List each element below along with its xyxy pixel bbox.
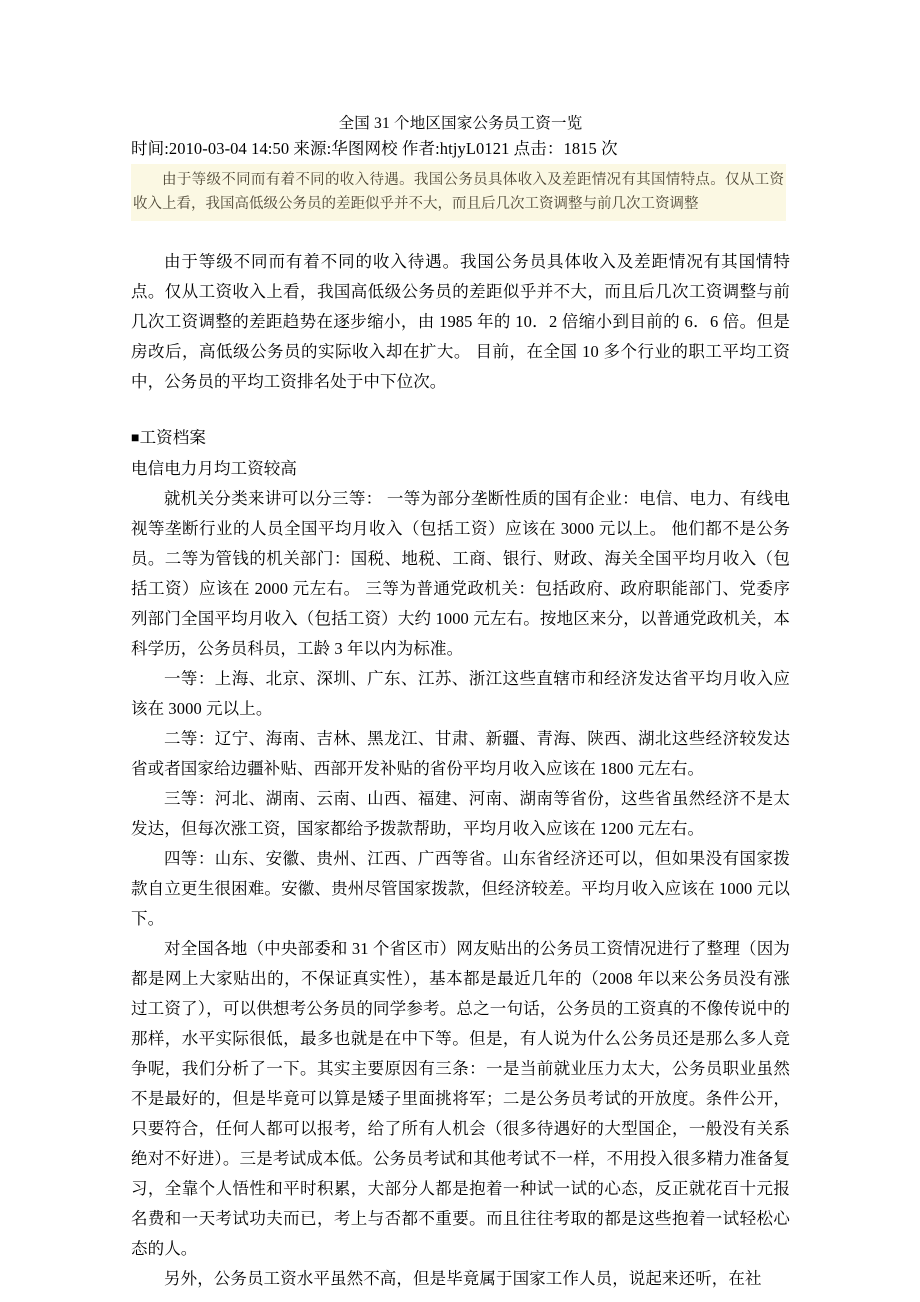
page-title: 全国 31 个地区国家公务员工资一览 [338,115,583,132]
spacer-before-section [131,397,790,423]
square-bullet-icon: ■ [131,431,140,446]
section-subheading: 电信电力月均工资较高 [131,459,297,478]
paragraph-tier-one: 一等：上海、北京、深圳、广东、江苏、浙江这些直辖市和经济发达省平均月收入应该在 3000 元以上。 [131,669,790,718]
spacer-after-highlight [131,227,790,247]
document-content [131,113,790,1294]
paragraph-tier-four: 四等：山东、安徽、贵州、江西、广西等省。山东省经济还可以，但如果没有国家拨款自立更生很困难。安徽、贵州尽管国家拨款，但经济较差。平均月收入应该在 1000 元以下。 [131,849,790,928]
intro-paragraph: 由于等级不同而有着不同的收入待遇。我国公务员具体收入及差距情况有其国情特点。仅从工资收入上看，我国高低级公务员的差距似乎并不大，而且后几次工资调整与前几次工资调整的差距趋势在逐步缩小，由 1985 年的 10．2 倍缩小到目前的 6．6 倍。但是房改后，高低级公务员的实际收入却在扩大。 目前，在全国 10 多个行业的职工平均工资中，公务员的平均工资排名处于中下位次。 [131,252,790,391]
section-heading [131,423,790,454]
section-heading-label: 工资档案 [139,428,206,447]
paragraph-classification: 就机关分类来讲可以分三等： 一等为部分垄断性质的国有企业：电信、电力、有线电视等垄断行业的人员全国平均月收入（包括工资）应该在 3000 元以上。 他们都不是公务员。二等为管钱的机关部门：国税、地税、工商、银行、财政、海关全国平均月收入（包括工资）应该在 2000 元左右。 三等为普通党政机关：包括政府、政府职能部门、党委序列部门全国平均月收入（包括工资）大约 1000 元左右。按地区来分，以普通党政机关，本科学历，公务员科员，工龄 3 年以内为标准。 [131,489,790,658]
paragraph-tier-two: 二等：辽宁、海南、吉林、黑龙江、甘肃、新疆、青海、陕西、湖北这些经济较发达省或者国家给边疆补贴、西部开发补贴的省份平均月收入应该在 1800 元左右。 [131,729,790,778]
highlighted-summary-box [131,164,786,221]
highlighted-summary-text: 由于等级不同而有着不同的收入待遇。我国公务员具体收入及差距情况有其国情特点。仅从工资收入上看，我国高低级公务员的差距似乎并不大，而且后几次工资调整与前几次工资调整 [133,172,784,212]
article-metadata: 时间:2010-03-04 14:50 来源:华图网校 作者:htjyL0121 点击：1815 次 [131,139,618,158]
paragraph-tier-three: 三等：河北、湖南、云南、山西、福建、河南、湖南等省份，这些省虽然经济不是太发达，但每次涨工资，国家都给予拨款帮助，平均月收入应该在 1200 元左右。 [131,789,790,838]
paragraph-nationwide-summary: 对全国各地（中央部委和 31 个省区市）网友贴出的公务员工资情况进行了整理（因为都是网上大家贴出的，不保证真实性），基本都是最近几年的（2008 年以来公务员没有涨过工资了），可以供想考公务员的同学参考。总之一句话，公务员的工资真的不像传说中的那样，水平实际很低，最多也就是在中下等。但是，有人说为什么公务员还是那么多人竞争呢，我们分析了一下。其实主要原因有三条：一是当前就业压力太大，公务员职业虽然不是最好的，但是毕竟可以算是矮子里面挑将军；二是公务员考试的开放度。条件公开，只要符合，任何人都可以报考，给了所有人机会（很多待遇好的大型国企，一般没有关系绝对不好进）。三是考试成本低。公务员考试和其他考试不一样，不用投入很多精力准备复习，全靠个人悟性和平时积累，大部分人都是抱着一种试一试的心态，反正就花百十元报名费和一天考试功夫而已，考上与否都不重要。而且往往考取的都是这些抱着一试轻松心态的人。 [131,939,790,1258]
paragraph-closing: 另外，公务员工资水平虽然不高，但是毕竟属于国家工作人员，说起来还听，在社 [164,1269,762,1288]
